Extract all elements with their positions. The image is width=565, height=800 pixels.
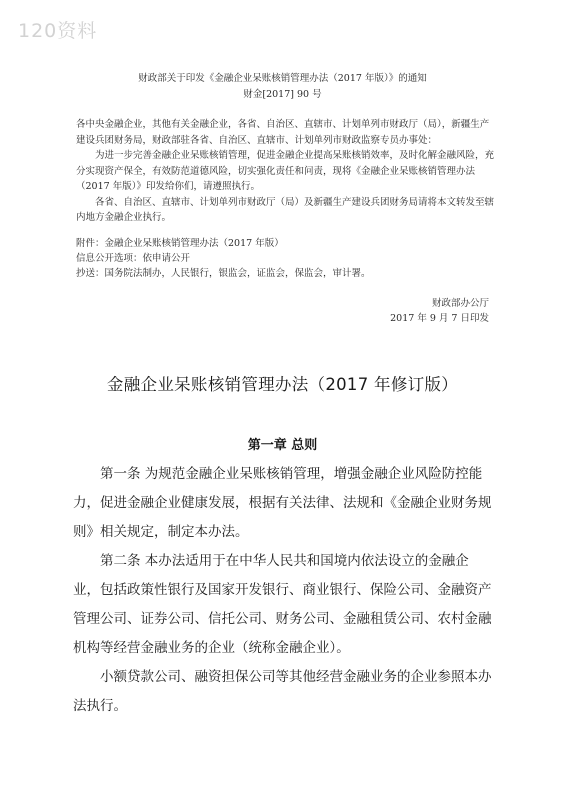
notice-date: 2017 年 9 月 7 日印发 (390, 313, 489, 324)
notice-doc-number: 财金[2017] 90 号 (243, 89, 322, 100)
notice-body (76, 117, 496, 226)
notice-disclosure: 信息公开选项：依申请公开 (76, 253, 191, 264)
article-paragraph: 第二条 本办法适用于在中华人民共和国境内依法设立的金融企业，包括政策性银行及国家开发银行、商业银行、保险公司、金融资产管理公司、证券公司、信托公司、财务公司、金融租赁公司、农村金融机构等经营金融业务的企业（统称金融企业）。 (73, 553, 492, 656)
notice-paragraph: 各省、自治区、直辖市、计划单列市财政厅（局）及新疆生产建设兵团财务局请将本文转发至辖内地方金融企业执行。 (76, 196, 495, 223)
notice-addressee: 各中央金融企业，其他有关金融企业，各省、自治区、直辖市、计划单列市财政厅（局），新疆生产建设兵团财务局，财政部驻各省、自治区、直辖市、计划单列市财政监察专员办事处： (76, 119, 490, 146)
chapter-heading: 第一章 总则 (247, 438, 318, 453)
article-paragraph: 小额贷款公司、融资担保公司等其他经营金融业务的企业参照本办法执行。 (73, 669, 492, 714)
article-paragraph: 第一条 为规范金融企业呆账核销管理，增强金融企业风险防控能力，促进金融企业健康发展，根据有关法律、法规和《金融企业财务规则》相关规定，制定本办法。 (73, 466, 492, 540)
notice-title: 财政部关于印发《金融企业呆账核销管理办法（2017 年版）》的通知 (138, 73, 427, 84)
notice-issuer: 财政部办公厅 (431, 298, 489, 309)
notice-paragraph: 为进一步完善金融企业呆账核销管理，促进金融企业提高呆账核销效率，及时化解金融风险，充分实现资产保全，有效防范道德风险，切实强化责任和问责，现将《金融企业呆账核销管理办法（2017 年版）》印发给你们，请遵照执行。 (76, 150, 495, 192)
notice-cc: 抄送：国务院法制办，人民银行，银监会，证监会，保监会，审计署。 (76, 268, 371, 279)
watermark-logo: 120资料 (18, 20, 98, 42)
document-title: 金融企业呆账核销管理办法（2017 年修订版） (106, 375, 459, 394)
notice-attachment: 附件：金融企业呆账核销管理办法（2017 年版） (76, 238, 284, 249)
article-body (73, 460, 493, 721)
